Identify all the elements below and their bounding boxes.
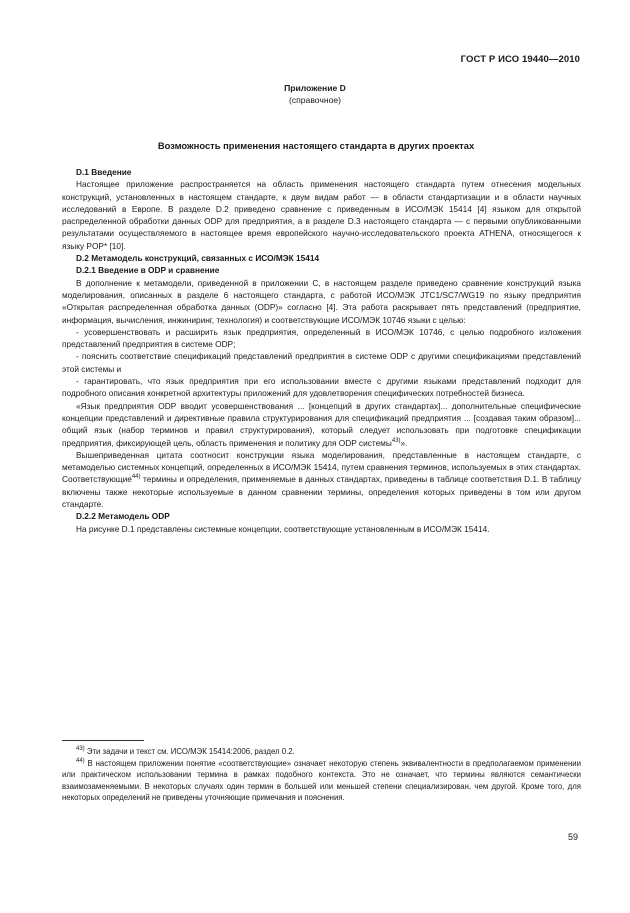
comparison-text-end: термины и определения, применяемые в данных стандартах, приведены в таблице соответствия D.1. В таблицу включены также некоторые используемые в данном сравнении термины, определения которых приведены в том или другом стандарте.: [62, 474, 581, 510]
standard-code-header: ГОСТ Р ИСО 19440—2010: [460, 54, 580, 65]
appendix-title: Приложение D: [284, 83, 346, 93]
section-d2-heading: D.2 Метамодель конструкций, связанных с ИСО/МЭК 15414: [76, 253, 320, 264]
appendix-heading: Возможность применения настоящего стандарта в других проектах: [157, 140, 475, 151]
footnote-mark: 43): [76, 746, 85, 752]
quotation-paragraph: [62, 400, 581, 449]
section-d21-heading: D.2.1 Введение в ODP и сравнение: [76, 265, 220, 276]
section-d22-paragraph: На рисунке D.1 представлены системные концепции, соответствующие установленным в ИСО/МЭК 15414.: [76, 523, 490, 534]
footnote-44: [62, 758, 581, 804]
footnote-divider: [62, 740, 144, 741]
footnote-mark: 44): [76, 757, 85, 764]
section-d1-paragraph: Настоящее приложение распространяется на область применения настоящего стандарта путем отнесения модельных конструкций, установленных в настоящем стандарте, к двум видам работ — в области стандартизации и в области научных исследований в Европе. В разделе D.2 приведено сравнение с приведенным в ИСО/МЭК 15414 [4] языком для открытой распределенной обработки данных ODP для предприятия, а в разделе D.3 настоящего стандарта — с первыми опубликованными результатами осуществляемого в настоящее время европейского научно-исследовательского проекта ATHENA, относящегося к языку POP* [10].: [62, 179, 581, 251]
bullet-item: - пояснить соответствие спецификаций представлений предприятия в системе ODP с другими спецификациями представлений этой системы и: [62, 351, 581, 374]
comparison-paragraph: [62, 449, 581, 510]
bullet-item: - усовершенствовать и расширить язык предприятия, определенный в ИСО/МЭК 10746, с целью подробного изложения представлений предприятия в системе ODP;: [62, 326, 581, 350]
quotation-text: «Язык предприятия ODP вводит усовершенствования ... [концепций в других стандартах]... дополнительные специфические концепции представлений и директивные правила структурирования для спецификаций предприятия ... [создавая таким образом]... общий язык (набор терминов и правил структурирования), который следует использовать при подготовке спецификации предприятия, фиксирующей цель, область применения и политику для ODP системы: [62, 400, 581, 448]
footnote-ref-43[interactable]: 43): [391, 437, 401, 444]
footnote-43: [62, 746, 581, 758]
appendix-label: [0, 82, 630, 106]
comparison-text-start: Вышеприведенная цитата соотносит конструкции языка моделирования, представленные в настоящем стандарте, с метамоделью системных концепций, определенных в ИСО/МЭК 15414, путем сравнения терминов, используемых в этих стандартах. Соответствующие: [62, 449, 581, 485]
footnote-text: Эти задачи и текст см. ИСО/МЭК 15414:2006, раздел 0.2.: [84, 747, 295, 756]
footnotes: [62, 746, 581, 804]
appendix-type: (справочное): [288, 95, 342, 105]
bullet-item: - гарантировать, что язык предприятия при его использовании вместе с другими языками представлений подходит для подробного описания конкретной архитектуры приложений для удовлетворения специфических потребностей бизнеса.: [62, 376, 581, 399]
section-d1-heading: D.1 Введение: [76, 167, 132, 177]
section-d21-paragraph: В дополнение к метамодели, приведенной в приложении С, в настоящем разделе приведено сравнение конструкций языка моделирования, описанных в разделе 6 настоящего стандарта, с работой ИСО/МЭК JTC1/SC7/WG19 по языку предприятия «Открытая распределенная обработка данных (ODP)» согласно [4]. Эта работа раскрывает пять представлений (предприятие, информация, вычисления, инжиниринг, технология) и соответствующие ИСО/МЭК 10746 языки с целью:: [62, 277, 581, 325]
footnote-ref-44[interactable]: 44): [131, 474, 141, 481]
section-d22-heading: D.2.2 Метамодель ODP: [76, 511, 170, 522]
quotation-end: ».: [400, 437, 408, 448]
body-text: [62, 166, 581, 535]
page-number: 59: [567, 832, 578, 842]
footnote-text: В настоящем приложении понятие «соответствующие» означает некоторую степень эквивалентности в предполагаемом применении или практическом использовании термина в рамках подобного контекста. Это не означает, что термины являются семантически взаимозаменяемыми. В некоторых случаях один термин в большей или меньшей степени специализирован, чем другой. Кроме того, для некоторых определений не приведены уточняющие примечания и пояснения.: [62, 758, 581, 803]
